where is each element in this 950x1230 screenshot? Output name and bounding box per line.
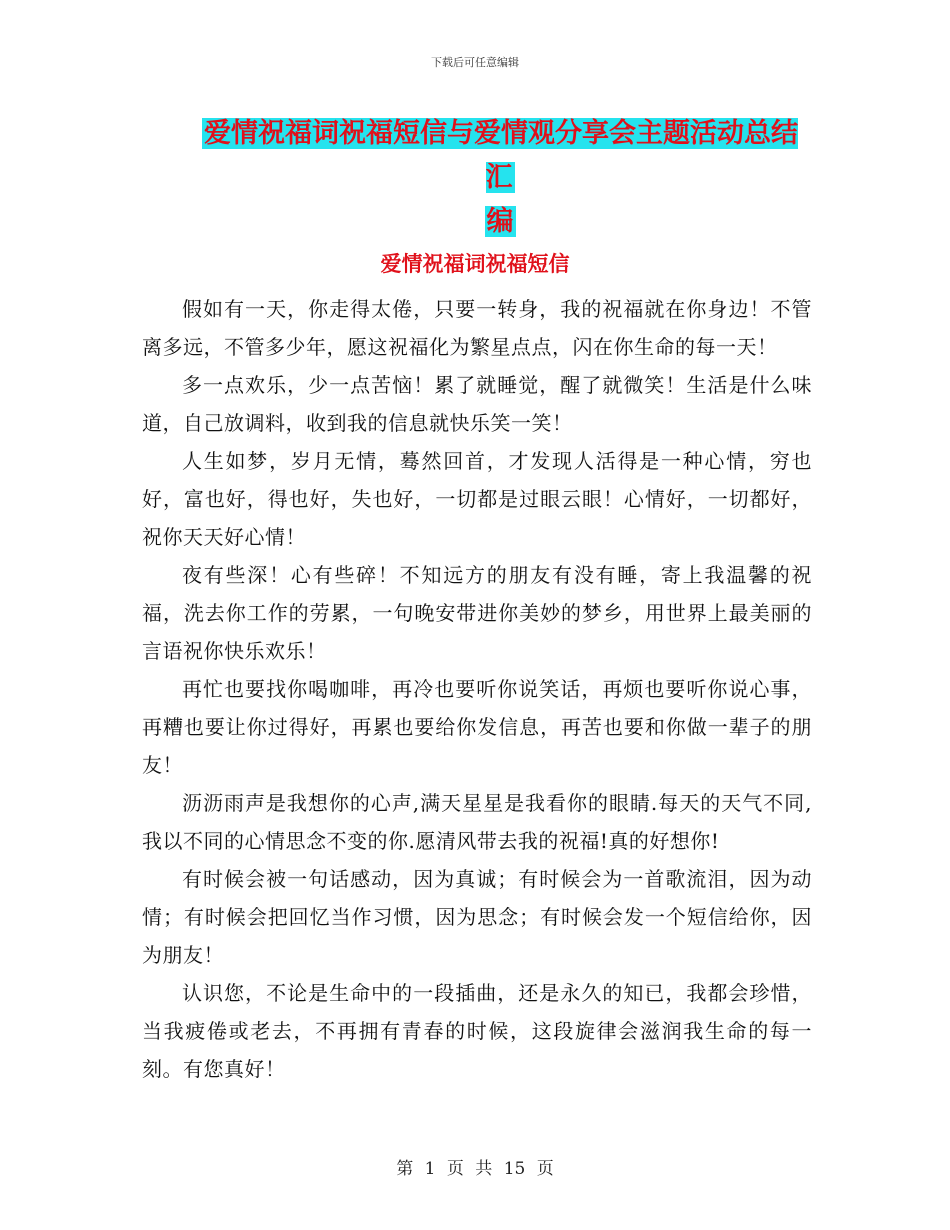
- document-title: [190, 112, 810, 244]
- document-body: [142, 290, 812, 1088]
- paragraph: 沥沥雨声是我想你的心声,满天星星是我看你的眼睛.每天的天气不同,我以不同的心情思念不变的你.愿清风带去我的祝福!真的好想你!: [142, 791, 812, 853]
- paragraph: 多一点欢乐，少一点苦恼！累了就睡觉，醒了就微笑！生活是什么味道，自己放调料，收到我的信息就快乐笑一笑！: [142, 373, 812, 435]
- paragraph: 再忙也要找你喝咖啡，再冷也要听你说笑话，再烦也要听你说心事，再糟也要让你过得好，再累也要给你发信息，再苦也要和你做一辈子的朋友！: [142, 677, 812, 777]
- title-line-2: 编: [486, 206, 514, 237]
- paragraph: 有时候会被一句话感动，因为真诚；有时候会为一首歌流泪，因为动情；有时候会把回忆当作习惯，因为思念；有时候会发一个短信给你，因为朋友！: [142, 867, 812, 967]
- paragraph: 夜有些深！心有些碎！不知远方的朋友有没有睡，寄上我温馨的祝福，洗去你工作的劳累，一句晚安带进你美妙的梦乡，用世界上最美丽的言语祝你快乐欢乐！: [142, 563, 812, 663]
- paragraph: 假如有一天，你走得太倦，只要一转身，我的祝福就在你身边！不管离多远，不管多少年，愿这祝福化为繁星点点，闪在你生命的每一天！: [142, 297, 812, 359]
- paragraph: 认识您，不论是生命中的一段插曲，还是永久的知已，我都会珍惜，当我疲倦或老去，不再拥有青春的时候，这段旋律会滋润我生命的每一刻。有您真好！: [142, 981, 812, 1081]
- section-heading: 爱情祝福词祝福短信: [380, 252, 570, 276]
- title-line-1: 爱情祝福词祝福短信与爱情观分享会主题活动总结汇: [204, 118, 798, 193]
- paragraph: 人生如梦，岁月无情，蓦然回首，才发现人活得是一种心情，穷也好，富也好，得也好，失也好，一切都是过眼云眼！心情好，一切都好，祝你天天好心情！: [142, 449, 812, 549]
- header-note: 下载后可任意编辑: [431, 56, 519, 69]
- page-footer: 第 1 页 共 15 页: [396, 1159, 554, 1179]
